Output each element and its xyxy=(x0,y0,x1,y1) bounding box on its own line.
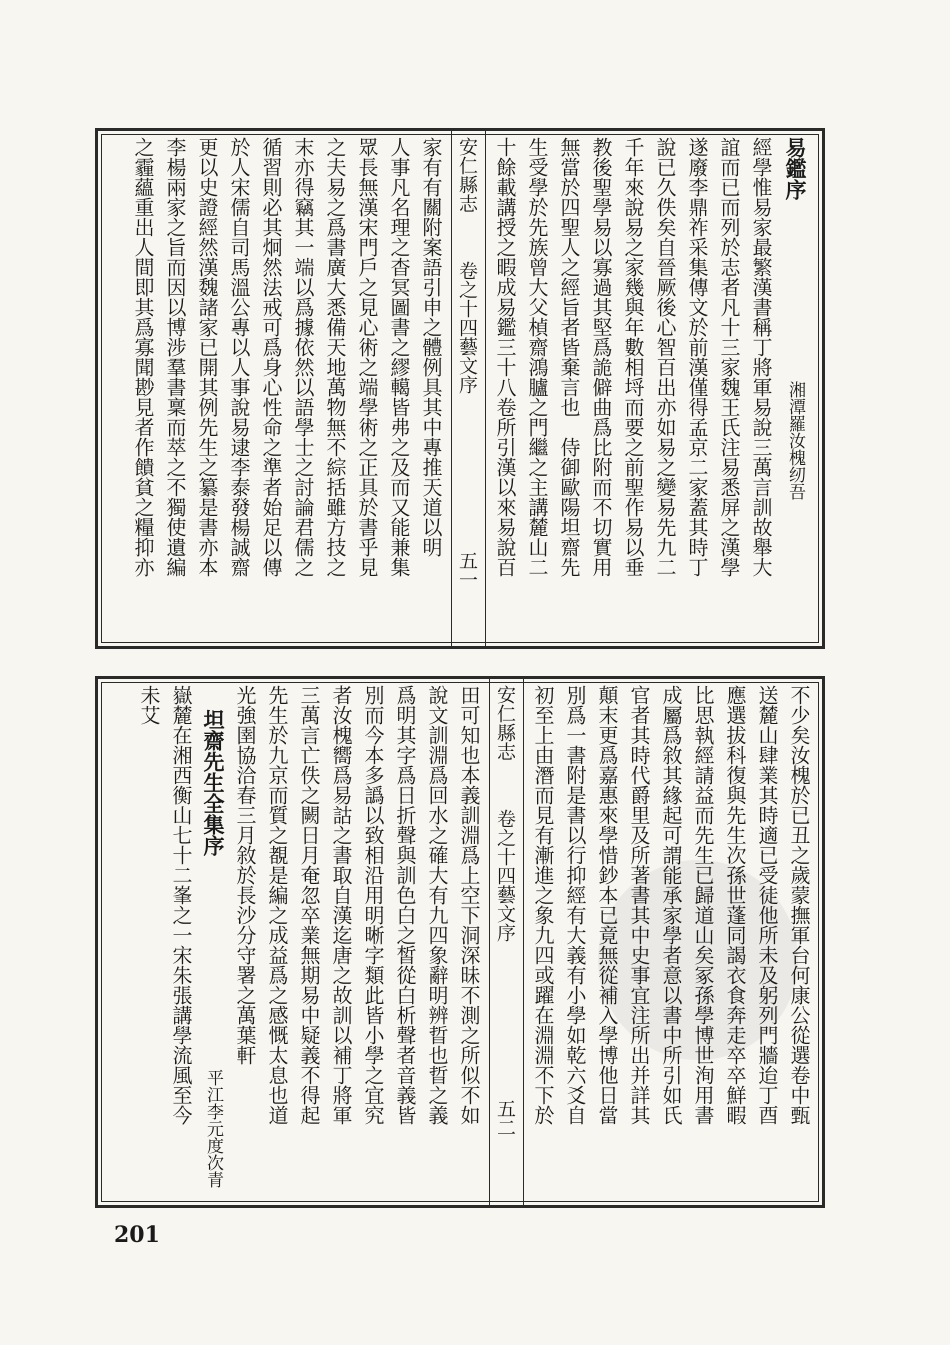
text-column: 十餘載講授之暇成易鑑三十八卷所引漢以來易說百 xyxy=(493,137,517,577)
header-folio: 五一 xyxy=(456,551,478,589)
header-volume: 卷之十四藝文序 xyxy=(494,809,516,942)
text-column: 嶽麓在湘西衡山七十二峯之一宋朱張講學流風至今 xyxy=(169,685,193,1125)
text-column: 人事凡名理之杳冥圖書之繆轕皆弗之及而又能兼集 xyxy=(387,137,411,577)
center-rule xyxy=(485,131,486,646)
text-column: 田可知也本義訓淵爲上空下洞深昧不測之所似不如 xyxy=(457,685,481,1125)
section-author: 平江李元度次青 xyxy=(203,1069,223,1188)
text-column: 無當於四聖人之經旨者皆棄言也 侍御歐陽坦齋先 xyxy=(557,137,581,577)
text-column: 更以史證經然漢魏諸家已開其例先生之纂是書亦本 xyxy=(195,137,219,577)
text-column: 未艾 xyxy=(137,685,161,725)
header-folio: 五二 xyxy=(494,1099,516,1137)
text-column: 應選拔科復與先生次孫世蓬同謁衣食奔走卒卒鮮暇 xyxy=(723,685,747,1125)
header-county: 安仁縣志 xyxy=(494,685,516,761)
center-rule xyxy=(451,131,452,646)
text-column: 比思執經請益而先生已歸道山矣冢孫學博世洵用書 xyxy=(691,685,715,1125)
text-column: 教後聖學易以寡過其堅爲詭僻曲爲比附而不切實用 xyxy=(589,137,613,577)
text-column: 之霾蘊重出人間即其爲寡聞尠見者作饋貧之糧抑亦 xyxy=(131,137,155,577)
text-column: 循習則必其炯然法戒可爲身心性命之準者始足以傳 xyxy=(259,137,283,577)
text-column: 不少矣汝槐於已丑之歲蒙撫軍台何康公從選卷中甄 xyxy=(787,685,811,1125)
text-column: 經學惟易家最繁漢書稱丁將軍易說三萬言訓故舉大 xyxy=(749,137,773,577)
text-column: 爲明其字爲日折聲與訓色白之皙從白析聲者音義皆 xyxy=(393,685,417,1125)
text-column: 成屬爲敘其緣起可謂能承家學者意以書中所引如氏 xyxy=(659,685,683,1125)
lower-page xyxy=(95,676,825,1208)
text-column: 末亦得竊其一端以爲據依然以語學士之討論君儒之 xyxy=(291,137,315,577)
text-column: 說已久佚矣自晉厥後心智百出亦如易之變易先九二 xyxy=(653,137,677,577)
text-column: 李楊兩家之旨而因以博涉羣書稟而萃之不獨使遺編 xyxy=(163,137,187,577)
center-rule xyxy=(489,679,490,1205)
text-column: 三萬言亡佚之闕日月奄忽卒業無期易中疑義不得起 xyxy=(297,685,321,1125)
text-column: 別而今本多譌以致相沿用明晰字類此皆小學之宜究 xyxy=(361,685,385,1125)
section-title: 坦齋先生全集序 xyxy=(201,709,226,856)
text-column: 家有有關附案語引申之體例具其中專推天道以明 xyxy=(419,137,443,557)
upper-page xyxy=(95,128,825,649)
preface-author: 湘潭羅汝槐纫吾 xyxy=(785,381,805,500)
text-column: 別爲一書附是書以行抑經有大義有小學如乾六爻自 xyxy=(563,685,587,1125)
text-column: 誼而已而列於志者凡十三家魏王氏注易悉屏之漢學 xyxy=(717,137,741,577)
text-column: 遂廢李鼎祚采集傳文於前漢僅得孟京二家蓋其時丁 xyxy=(685,137,709,577)
header-county: 安仁縣志 xyxy=(456,137,478,213)
text-column: 說文訓淵爲回水之確大有九四象辭明辨晢也晢之義 xyxy=(425,685,449,1125)
text-column: 先生於九京而質之覩是編之成益爲之感慨太息也道 xyxy=(265,685,289,1125)
text-column: 生受學於先族曾大父楨齋鴻臚之門繼之主講麓山二 xyxy=(525,137,549,577)
text-column: 官者其時代爵里及所著書其中史事宜注所出并詳其 xyxy=(627,685,651,1125)
text-column: 於人宋儒自司馬溫公專以人事說易逮李泰發楊誠齋 xyxy=(227,137,251,577)
page-number: 201 xyxy=(114,1222,160,1248)
text-column: 送麓山肆業其時適已受徒他所未及躬列門牆迨丁酉 xyxy=(755,685,779,1125)
text-column: 眾長無漢宋門戶之見心術之端學術之正具於書乎見 xyxy=(355,137,379,577)
text-column: 光強圉協洽春三月敘於長沙分守署之萬葉軒 xyxy=(233,685,257,1065)
text-column: 者汝槐嚮爲易詁之書取自漢迄唐之故訓以補丁將軍 xyxy=(329,685,353,1125)
text-column: 之夫易之爲書廣大悉備天地萬物無不綜括雖方技之 xyxy=(323,137,347,577)
text-column: 顛末更爲嘉惠來學惜鈔本已竟無從補入學博他日當 xyxy=(595,685,619,1125)
text-column: 初至上由潛而見有漸進之象九四或躍在淵淵不下於 xyxy=(531,685,555,1125)
text-column: 千年來說易之家幾與年數相埒而要之前聖作易以垂 xyxy=(621,137,645,577)
preface-title: 易鑑序 xyxy=(783,137,808,200)
center-rule xyxy=(523,679,524,1205)
header-volume: 卷之十四藝文序 xyxy=(456,261,478,394)
